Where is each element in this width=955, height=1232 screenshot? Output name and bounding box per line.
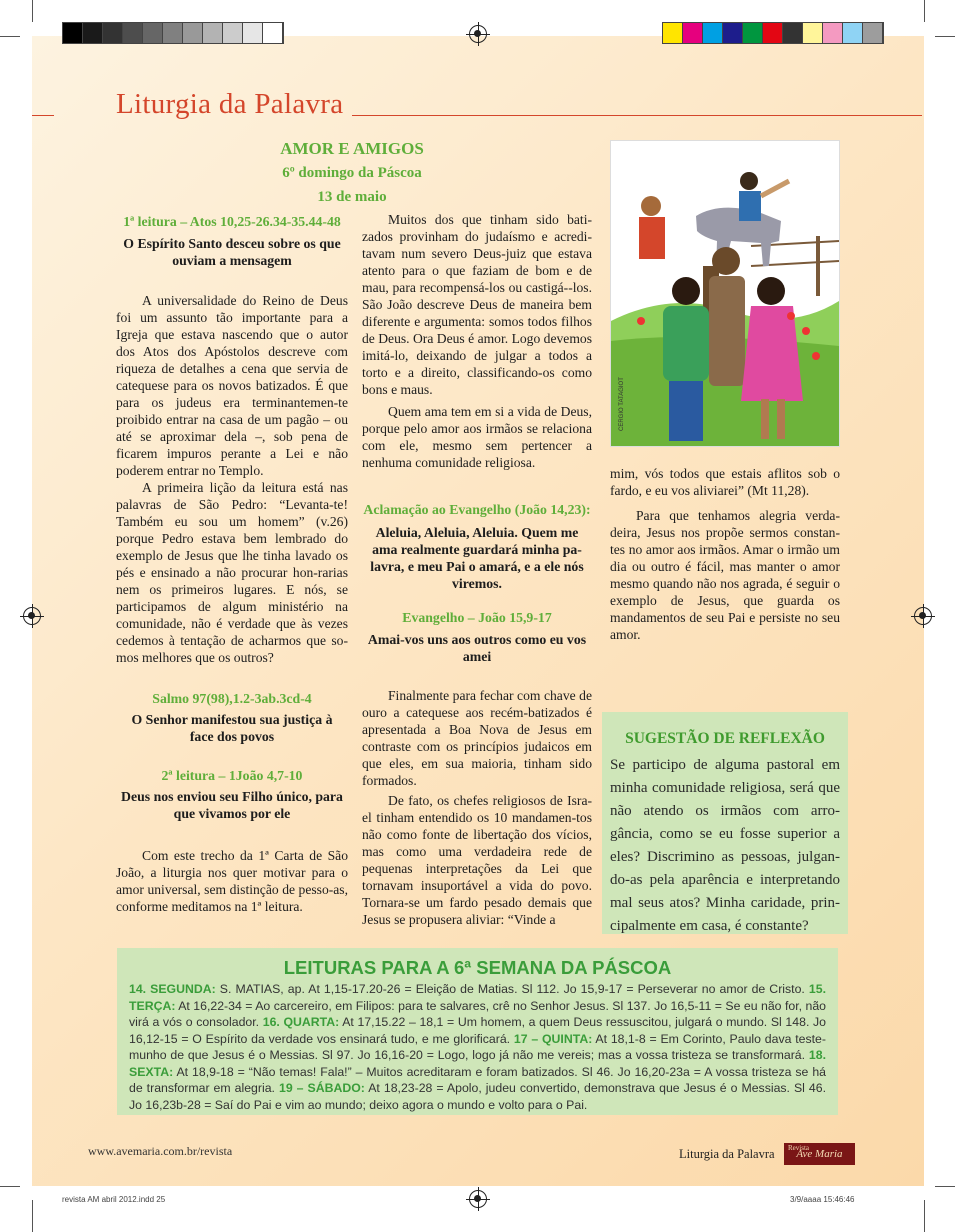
first-reading-summary: O Espírito Santo desceu sobre os que ouviam a mensagem	[123, 236, 341, 268]
crop-mark	[32, 0, 33, 22]
right-paragraph: Para que tenhamos alegria verda-deira, Jesus nos propõe sermos constan-tes no amor aos irmãos. Amar o irmão um dia ou outro é fácil, mas manter o amor mesmo quando não nos agrada, é seguir o exemplo de Jesus, que guarda os mandamentos de seu Pai e persiste no seu amor.	[610, 508, 840, 642]
slug-timestamp: 3/9/aaaa 15:46:46	[790, 1195, 855, 1204]
gospel-summary: Amai-vos uns aos outros como eu vos amei	[367, 632, 587, 664]
title-rule-left	[32, 115, 54, 116]
first-reading-ref: 1ª leitura – Atos 10,25-26.34-35.44-48	[123, 214, 341, 229]
reading-text: At 18,1-8 = Em Corinto, Paulo dava teste-munho de que Jesus é o Messias. Sl 97. Jo 16,16-20 = Logo, logo já não me vereis; mas a vossa tristeza se transformará.	[129, 1031, 826, 1062]
section-title: Liturgia da Palavra	[116, 88, 344, 120]
reflection-text: Se participo de alguma pastoral em minha comunidade religiosa, será que não atendo os irmãos com arro-gância, como se eu fosse superior a eles? Discrimino as pessoas, julgan-do-as pela aparência e interpretando mal seus atos? Minha caridade, prin-cipalmente em casa, é constante?	[610, 757, 840, 934]
celebration-day: 6º domingo da Páscoa	[282, 165, 422, 181]
reading-day: 15. TERÇA:	[129, 982, 826, 1013]
reading-day: 16. QUARTA:	[262, 1015, 340, 1029]
footer-section-label: Liturgia da Palavra	[679, 1147, 775, 1161]
right-continuation: mim, vós todos que estais aflitos sob o fardo, e eu vos aliviarei” (Mt 11,28).	[610, 466, 840, 498]
slug-file: revista AM abril 2012.indd 25	[62, 1195, 166, 1204]
registration-mark-icon	[469, 1190, 487, 1208]
first-reading-paragraph: A universalidade do Reino de Deus foi um assunto tão importante para a Igreja que estava nascendo que o autor dos Atos dos Apóstolos descreve com riqueza de detalhes a cena que servia de catequese para os novos batizados. É que para os judeus era terminantemen-te proibido entrar na casa de um pagão – ou até se aproximar dela –, sob pena de ficarem impuros perante a Lei e não poderem entrar no Templo.	[116, 293, 348, 478]
right-column	[610, 465, 840, 643]
second-reading-ref: 2ª leitura – 1João 4,7-10	[161, 768, 303, 783]
crop-mark	[935, 1186, 955, 1187]
crop-mark	[0, 1186, 20, 1187]
process-color-bar	[662, 22, 884, 44]
second-reading-summary: Deus nos enviou seu Filho único, para que vivamos por ele	[121, 789, 343, 821]
logo-text: Ave Maria	[796, 1148, 843, 1160]
weekly-readings-box	[117, 948, 838, 1115]
reflection-box	[602, 712, 848, 934]
reading-text: At 16,22-34 = Ao carcereiro, em Filipos: para te salvares, crê no Senhor Jesus. Sl 137. Jo 16,5-11 = Se eu não for, não virá a vós o consolador.	[129, 998, 826, 1029]
celebration-title: AMOR E AMIGOS	[280, 139, 424, 158]
first-reading-paragraph: A primeira lição da leitura está nas palavras de São Pedro: “Levanta-te! Também eu sou um homem” (v.26) porque Pedro estava bem lembrado do exemplo de Jesus que lhe tinha lavado os pés e ensinado a não procurar hon-rarias nem os primeiros lugares. E nós, se participamos de algum ministério na comunidade, não é verdade que às vezes cedemos à tentação de acharmos que so-mos melhores que os outros?	[116, 480, 348, 665]
logo-small-text: Revista	[788, 1144, 809, 1152]
reading-text: S. MATIAS, ap. At 1,15-17.20-26 = Eleição de Matias. Sl 112. Jo 15,9-17 = Perseverar no amor de Cristo.	[215, 982, 809, 996]
reading-text: At 18,9-18 = “Não temas! Fala!” – Muitos acreditaram e foram batizados. Sl 46. Jo 16,20-23a = A vossa tristeza se há de transformar em alegria.	[129, 1064, 826, 1095]
weekly-readings-text	[129, 981, 826, 1113]
gospel-paragraph: Finalmente para fechar com chave de ouro a catequese aos recém-batizados é apresentada a Boa Nova de Jesus em contraste com os princípios judaicos em que eles, em sua maioria, tinham sido formados.	[362, 688, 592, 788]
middle-paragraph: Quem ama tem em si a vida de Deus, porque pelo amor aos irmãos se relaciona com ele, mesmo sem pertencer a nenhuma comunidade religiosa.	[362, 404, 592, 470]
crop-mark	[32, 1200, 33, 1232]
crop-mark	[0, 36, 20, 37]
registration-mark-icon	[469, 25, 487, 43]
psalm-ref: Salmo 97(98),1.2-3ab.3cd-4	[152, 691, 312, 706]
crop-mark	[924, 0, 925, 22]
second-reading-paragraph: Com este trecho da 1ª Carta de São João, a liturgia nos quer motivar para o amor universal, sem distinção de pesso-as, conforme meditamos na 1ª leitura.	[116, 848, 348, 914]
registration-mark-icon	[23, 607, 41, 625]
reading-day: 19 – SÁBADO:	[278, 1081, 365, 1095]
middle-paragraph: Muitos dos que tinham sido bati-zados provinham do judaísmo e acredi-tavam num severo Deus-juiz que estava atento para o que faziam de bom e de mau, para recompensá-los ou castigá--los. São João descreve Deus de maneira bem diferente e argumenta: somos todos filhos de Deus. Ora Deus é amor. Logo devemos imitá-lo, deixando de julgar a todos a torto e a direito, classificando-os como bons e maus.	[362, 212, 592, 397]
crop-mark	[924, 1200, 925, 1232]
gospel-paragraph: De fato, os chefes religiosos de Isra-el tinham entendido os 10 mandamen-tos não como fonte de libertação dos vícios, mas como uma verdadeira rede de pequenas interpretações da Lei que tornavam insuportável a vida do povo. Tornara-se um fardo pesado demais que Jesus se propusera aliviar: “Vinde a	[362, 793, 592, 927]
middle-column	[362, 211, 592, 928]
reading-text: At 17,15.22 – 18,1 = Um homem, a quem Deus ressuscitou, julgará o mundo. Sl 148. Jo 16,12-15 = O Espírito da verdade vos ensinará tudo, e me glorificará.	[129, 1015, 826, 1046]
illustration-signature: CERGIO TATAGIOT	[619, 377, 625, 431]
title-rule	[352, 115, 922, 116]
registration-mark-icon	[914, 607, 932, 625]
acclamation-text: Aleluia, Aleluia, Aleluia. Quem me ama realmente guardará minha pa-lavra, e meu Pai o amará, e a ele nós viremos.	[370, 525, 584, 591]
gospel-ref: Evangelho – João 15,9-17	[402, 610, 552, 625]
reading-day: 14. SEGUNDA:	[129, 982, 216, 996]
weekly-readings-title: LEITURAS PARA A 6ª SEMANA DA PÁSCOA	[283, 957, 672, 978]
illustration-drawing	[611, 141, 839, 446]
grayscale-color-bar	[62, 22, 284, 44]
footer-url-link[interactable]: www.avemaria.com.br/revista	[88, 1144, 233, 1158]
psalm-summary: O Senhor manifestou sua justiça à face dos povos	[131, 712, 333, 744]
reading-text: At 18,23-28 = Apolo, judeu convertido, demonstrava que Jesus é o Messias. Sl 46. Jo 16,23b-28 = Saí do Pai e vim ao mundo; deixo agora o mundo e volto para o Pai.	[129, 1081, 827, 1112]
reflection-title: SUGESTÃO DE REFLEXÃO	[625, 730, 825, 747]
reading-day: 17 – QUINTA:	[513, 1031, 593, 1046]
acclamation-ref: Aclamação ao Evangelho (João 14,23):	[363, 502, 591, 517]
celebration-date: 13 de maio	[317, 189, 387, 205]
reading-day: 18. SEXTA:	[129, 1048, 826, 1079]
crop-mark	[935, 36, 955, 37]
illustration-image	[610, 140, 840, 447]
ave-maria-logo	[784, 1143, 855, 1165]
left-column	[116, 214, 348, 915]
